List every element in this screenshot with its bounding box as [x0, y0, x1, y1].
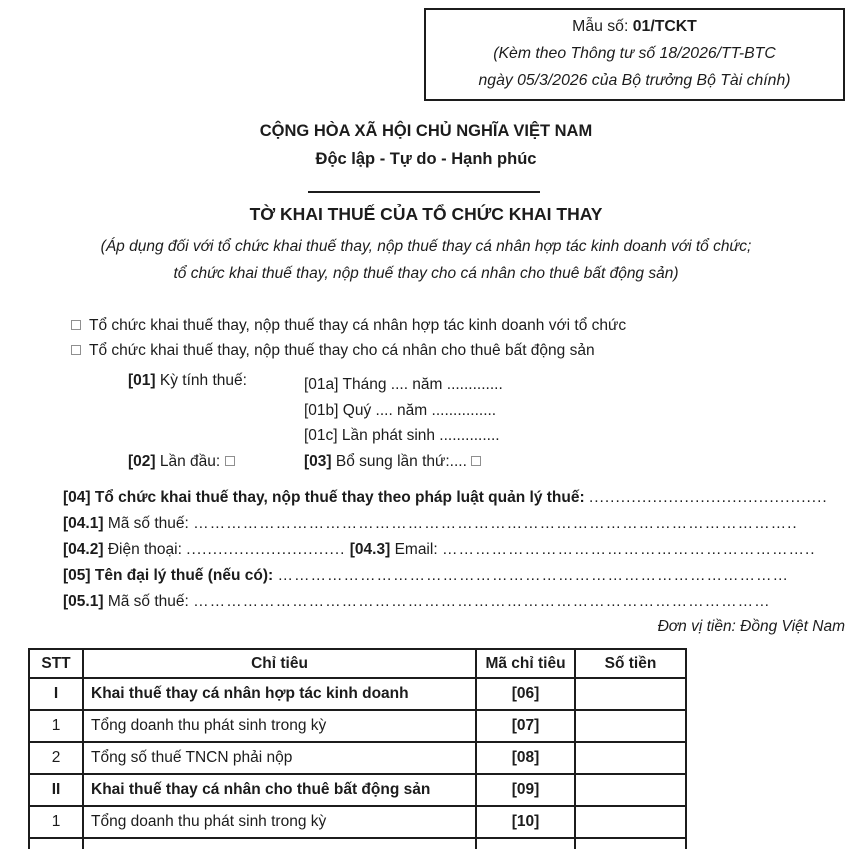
- fill-in-dots: …………………………………………………………..: [441, 541, 816, 558]
- header-ma-chi-tieu: Mã chỉ tiêu: [476, 649, 575, 678]
- circular-reference-line2: ngày 05/3/2026 của Bộ trưởng Bộ Tài chính): [478, 72, 791, 89]
- header-stt: STT: [29, 649, 83, 678]
- tax-period-section: [128, 372, 503, 449]
- header-so-tien: Số tiền: [575, 649, 686, 678]
- amount-cell: [575, 806, 686, 838]
- filing-status-row: [128, 453, 489, 471]
- tax-id-field: [04.1] Mã số thuế: ………………………………………………………………………………………………..: [63, 515, 798, 532]
- tax-period-option-month: [01a] Tháng .... năm .............: [304, 376, 503, 393]
- checkbox-business-cooperation[interactable]: [71, 320, 81, 330]
- table-row: 2 Tổng số thuế TNCN phải nộp [08]: [29, 742, 686, 774]
- declaration-type-label: Tổ chức khai thuế thay, nộp thuế thay cho cá nhân cho thuê bất động sản: [89, 342, 595, 359]
- form-number-value: 01/TCKT: [632, 18, 697, 35]
- tax-period-code: [01]: [128, 372, 156, 389]
- table-row: II Khai thuế thay cá nhân cho thuê bất động sản [09]: [29, 774, 686, 806]
- tax-items-table: [28, 648, 687, 849]
- fill-in-dots: ……………………………………………………………………………………………: [193, 593, 771, 610]
- table-row: I Khai thuế thay cá nhân hợp tác kinh doanh [06]: [29, 678, 686, 710]
- table-row: 1 Tổng doanh thu phát sinh trong kỳ [10]: [29, 806, 686, 838]
- table-row-partial: [29, 838, 686, 849]
- tax-agent-tax-id-field: [05.1] Mã số thuế: ……………………………………………………………………………………………: [63, 593, 771, 610]
- form-number-line: [428, 13, 841, 40]
- table-header-row: [29, 649, 686, 678]
- form-title: TỜ KHAI THUẾ CỦA TỔ CHỨC KHAI THAY: [249, 204, 603, 224]
- fill-in-dots: …………………………………………………………………………………: [277, 567, 789, 584]
- supplement-code: [03]: [304, 453, 332, 470]
- form-subtitle-line1: (Áp dụng đối với tổ chức khai thuế thay, nộp thuế thay cá nhân hợp tác kinh doanh với tổ chức;: [100, 238, 752, 255]
- amount-cell: [575, 774, 686, 806]
- motto-divider-line: [308, 191, 540, 193]
- circular-reference-line1: (Kèm theo Thông tư số 18/2026/TT-BTC: [493, 45, 776, 62]
- declaration-type-options: [71, 313, 626, 363]
- declaration-type-label: Tổ chức khai thuế thay, nộp thuế thay cá nhân hợp tác kinh doanh với tổ chức: [89, 317, 627, 334]
- table-row: 1 Tổng doanh thu phát sinh trong kỳ [07]: [29, 710, 686, 742]
- form-subtitle-line2: tổ chức khai thuế thay, nộp thuế thay cho cá nhân cho thuê bất động sản): [173, 265, 679, 282]
- form-number-box: [424, 8, 845, 101]
- checkbox-property-rental[interactable]: [71, 345, 81, 355]
- amount-cell: [575, 678, 686, 710]
- national-motto: Độc lập - Tự do - Hạnh phúc: [315, 150, 537, 168]
- checkbox-supplement[interactable]: [471, 456, 481, 466]
- tax-period-option-occurrence: [01c] Lần phát sinh ..............: [304, 427, 500, 444]
- organization-name-field: [04] Tổ chức khai thuế thay, nộp thuế thay theo pháp luật quản lý thuế: .............................................: [63, 489, 828, 506]
- fill-in-dots: ..............................: [186, 541, 346, 558]
- declaration-type-option-business-cooperation: [71, 313, 626, 338]
- form-number-label: Mẫu số:: [572, 18, 629, 35]
- tax-period-options: [304, 372, 503, 449]
- tax-agent-name-field: [05] Tên đại lý thuế (nếu có): …………………………………………………………………………………: [63, 567, 789, 584]
- currency-unit-note: Đơn vị tiền: Đồng Việt Nam: [657, 618, 845, 635]
- first-time-field: [02] Lần đầu:: [128, 453, 304, 471]
- first-time-code: [02]: [128, 453, 156, 470]
- declaration-type-option-property-rental: [71, 338, 626, 363]
- form-subtitle: [0, 233, 852, 287]
- phone-email-field: [04.2] Điện thoại: .............................. [04.3] Email: …………………………………………………………..: [63, 541, 816, 558]
- supplement-field: [03] Bổ sung lần thứ:....: [304, 453, 489, 471]
- amount-cell: [575, 710, 686, 742]
- checkbox-first-time[interactable]: [225, 456, 235, 466]
- national-header: CỘNG HÒA XÃ HỘI CHỦ NGHĨA VIỆT NAM: [259, 122, 593, 140]
- tax-period-label: [01] Kỳ tính thuế:: [128, 372, 247, 389]
- header-chi-tieu: Chỉ tiêu: [83, 649, 476, 678]
- tax-period-option-quarter: [01b] Quý .... năm ...............: [304, 401, 497, 419]
- amount-cell: [575, 742, 686, 774]
- fill-in-dots: ………………………………………………………………………………………………..: [193, 515, 798, 532]
- organization-info-section: [63, 485, 845, 615]
- fill-in-dots: .............................................: [588, 489, 828, 506]
